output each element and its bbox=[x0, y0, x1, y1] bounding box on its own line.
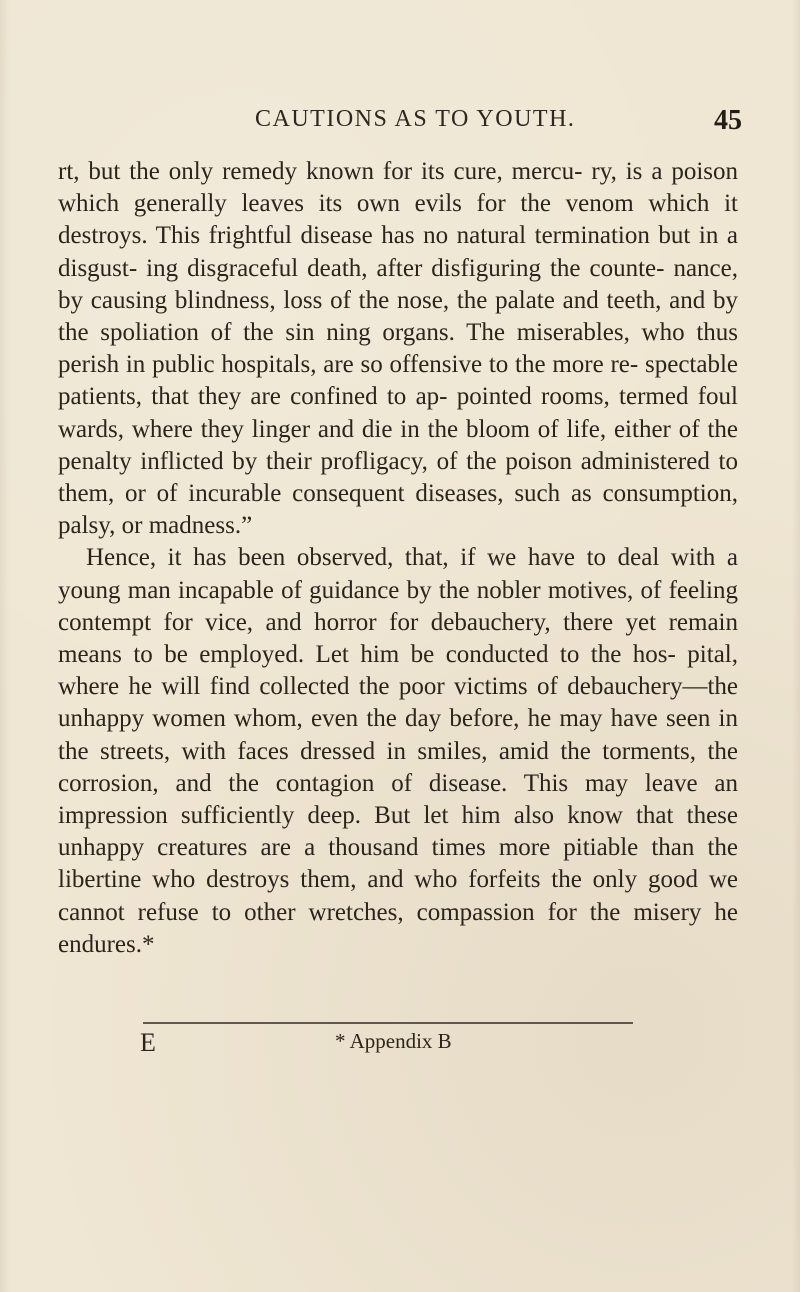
page-edge-shadow-right bbox=[792, 0, 800, 1292]
signature-mark: E bbox=[140, 1028, 156, 1057]
page-number: 45 bbox=[714, 105, 742, 136]
body-text bbox=[58, 156, 738, 961]
paragraph-2: Hence, it has been observed, that, if we have to deal with a young man incapable of guidance by the nobler motives, of feeling contempt for vice, and horror for debauchery, there yet remain means to be employed. Let him be conducted to the hos- pital, where he will find collected the poor victims of debauchery—the unhappy women whom, even the day before, he may have seen in the streets, with faces dressed in smiles, amid the torments, the corrosion, and the contagion of disease. This may leave an impression sufficiently deep. But let him also know that these unhappy creatures are a thousand times more pitiable than the libertine who destroys them, and who forfeits the only good we cannot refuse to other wretches, compassion for the misery he endures.* bbox=[58, 544, 738, 958]
running-head: CAUTIONS AS TO YOUTH. bbox=[255, 106, 576, 132]
footnote-rule bbox=[143, 1022, 633, 1024]
footnote: * Appendix B bbox=[335, 1029, 452, 1053]
page-header bbox=[0, 106, 800, 142]
page-edge-shadow-left bbox=[0, 0, 10, 1292]
paragraph-1: rt, but the only remedy known for its cure, mercu- ry, is a poison which generally leaves its own evils for the venom which it destroys. This frightful disease has no natural termination but in a disgust- ing disgraceful death, after disfiguring the counte- nance, by causing blindness, loss of the nose, the palate and teeth, and by the spoliation of the sin ning organs. The miserables, who thus perish in public hospitals, are so offensive to the more re- spectable patients, that they are confined to ap- pointed rooms, termed foul wards, where they linger and die in the bloom of life, either of the penalty inflicted by their profligacy, of the poison administered to them, or of incurable consequent diseases, such as consumption, palsy, or madness.” bbox=[58, 158, 738, 540]
